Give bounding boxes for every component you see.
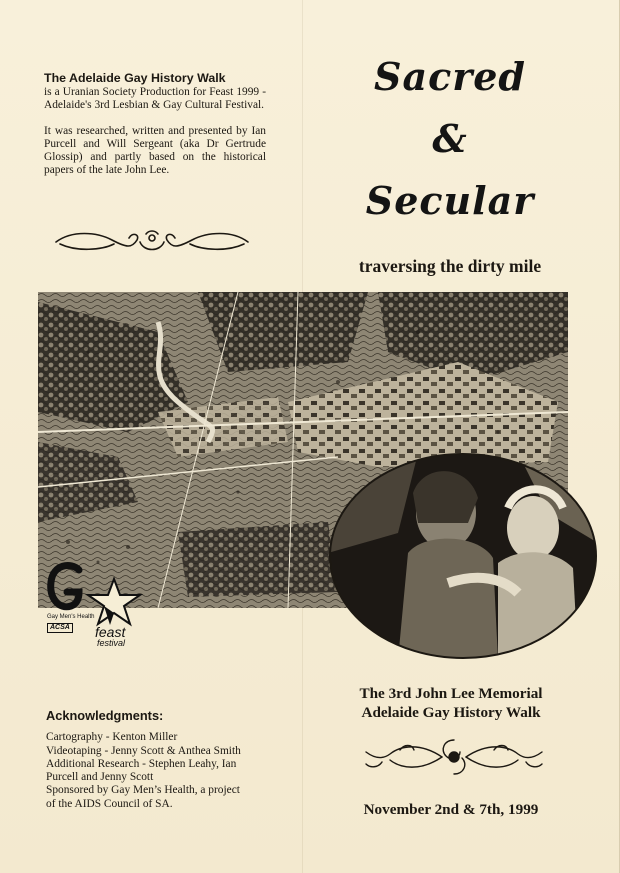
title-ampersand: & <box>432 116 468 161</box>
title-sacred: Sacred <box>374 54 526 99</box>
title-secular: Secular <box>365 178 535 223</box>
intro-paragraph-1: is a Uranian Society Production for Feast 1999 - Adelaide's 3rd Lesbian & Gay Cultural Festival. <box>44 86 266 112</box>
event-line-2: Adelaide Gay History Walk <box>361 704 541 721</box>
acknowledgments-block <box>46 709 276 811</box>
gay-mens-health-caption: Gay Men's Health <box>47 614 95 620</box>
event-date: November 2nd & 7th, 1999 <box>363 801 539 818</box>
acsa-badge: ACSA <box>47 623 73 633</box>
scroll-ornament-icon <box>52 228 252 258</box>
ack-line: Cartography - Kenton Miller <box>46 731 178 744</box>
ack-line: Additional Research - Stephen Leahy, Ian <box>46 757 237 770</box>
title-block <box>330 54 570 224</box>
ack-line: Videotaping - Jenny Scott & Anthea Smith <box>46 744 241 757</box>
portrait-photo-oval <box>328 453 598 660</box>
feast-festival-logo <box>95 626 125 648</box>
acknowledgments-heading: Acknowledgments: <box>46 708 164 723</box>
ack-line: of the AIDS Council of SA. <box>46 797 173 810</box>
intro-paragraph-2: It was researched, written and presented by Ian Purcell and Will Sergeant (aka Dr Gertrude Glossip) and partly based on the historical papers of the late John Lee. <box>44 124 266 177</box>
feast-wordmark: feast <box>95 624 126 640</box>
event-line-1: The 3rd John Lee Memorial <box>359 685 543 702</box>
ack-line: Sponsored by Gay Men’s Health, a project <box>46 784 240 797</box>
gay-mens-health-g-logo <box>45 560 89 614</box>
feast-star-icon <box>84 577 144 627</box>
festival-wordmark: festival <box>97 638 126 648</box>
tagline: traversing the dirty mile <box>358 256 542 276</box>
event-title <box>336 684 566 722</box>
intro-title: The Adelaide Gay History Walk <box>44 71 226 85</box>
intro-block <box>44 72 266 189</box>
filigree-ornament-icon <box>360 732 548 782</box>
ack-line: Purcell and Jenny Scott <box>46 771 154 784</box>
